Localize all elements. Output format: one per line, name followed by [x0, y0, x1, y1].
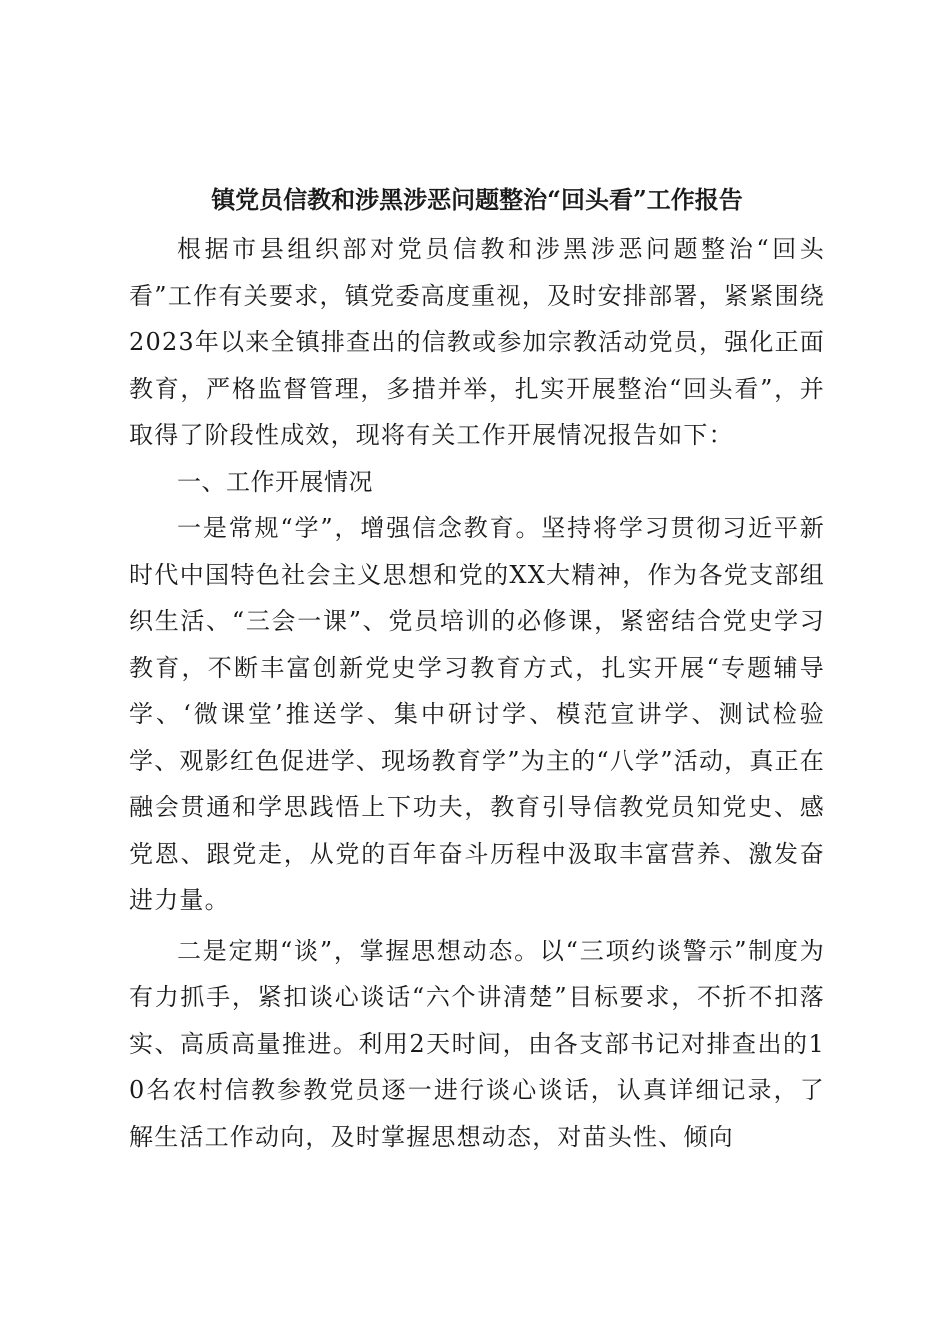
document-body [129, 178, 825, 1160]
document-title: 镇党员信教和涉黑涉恶问题整治“回头看”工作报告 [211, 185, 743, 214]
section-heading: 一、工作开展情况 [177, 467, 373, 496]
intro-paragraph: 根据市县组织部对党员信教和涉黑涉恶问题整治“回头看”工作有关要求，镇党委高度重视，及时安排部署，紧紧围绕2023年以来全镇排查出的信教或参加宗教活动党员，强化正面教育，严格监督管理，多措并举，扎实开展整治“回头看”，并取得了阶段性成效，现将有关工作开展情况报告如下： [129, 235, 825, 449]
paragraph-talk: 二是定期“谈”，掌握思想动态。以“三项约谈警示”制度为有力抓手，紧扣谈心谈话“六个讲清楚”目标要求，不折不扣落实、高质高量推进。利用2天时间，由各支部书记对排查出的10名农村信教参教党员逐一进行谈心谈话，认真详细记录，了解生活工作动向，及时掌握思想动态，对苗头性、倾向 [129, 936, 825, 1151]
paragraph-study: 一是常规“学”，增强信念教育。坚持将学习贯彻习近平新时代中国特色社会主义思想和党的XX大精神，作为各党支部组织生活、“三会一课”、党员培训的必修课，紧密结合党史学习教育，不断丰富创新党史学习教育方式，扎实开展“专题辅导学、‘微课堂’推送学、集中研讨学、模范宣讲学、测试检验学、观影红色促进学、现场教育学”为主的“八学”活动，真正在融会贯通和学思践悟上下功夫，教育引导信教党员知党史、感党恩、跟党走，从党的百年奋斗历程中汲取丰富营养、激发奋进力量。 [129, 514, 825, 914]
